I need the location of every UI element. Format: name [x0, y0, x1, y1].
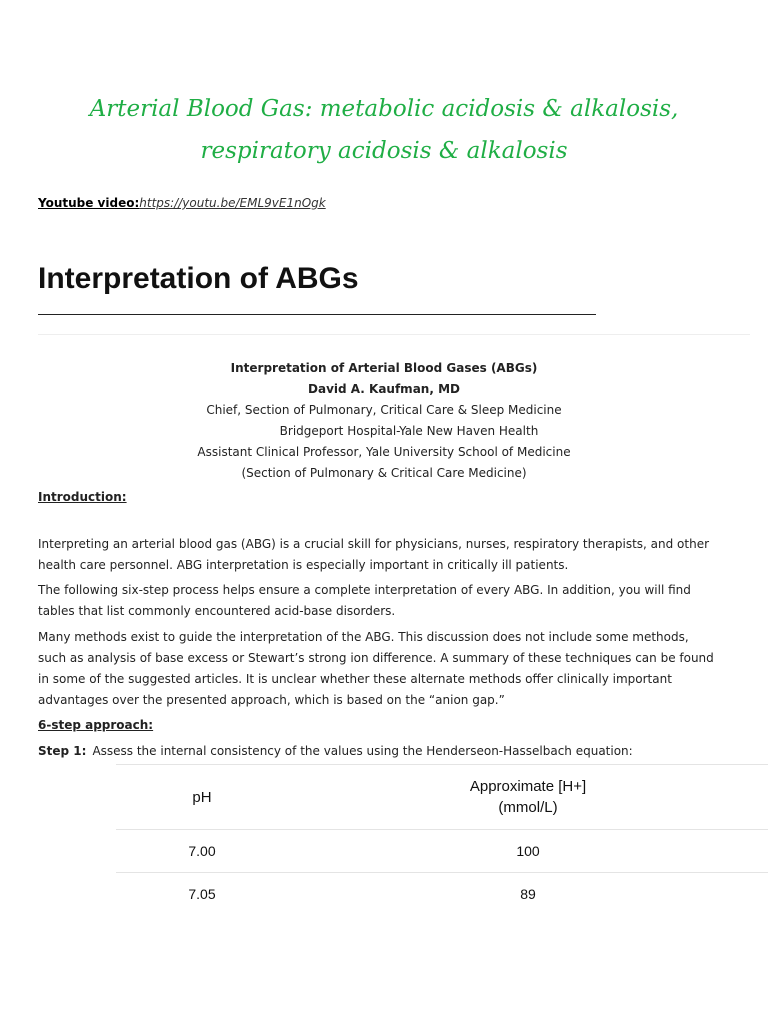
title-line-2: respiratory acidosis & alkalosis: [200, 138, 568, 164]
heading-underline: [38, 314, 596, 315]
divider: [38, 334, 750, 335]
youtube-line: [38, 196, 326, 210]
h-header-line-2: (mmol/L): [498, 799, 558, 816]
h-cell: 100: [288, 830, 768, 873]
author-block: [0, 358, 768, 484]
section-heading: Interpretation of ABGs: [38, 262, 359, 295]
h-header-line-1: Approximate [H+]: [469, 778, 587, 795]
h-column-header: [288, 765, 768, 830]
step-1-text: Assess the internal consistency of the values using the Henderseon-Hasselbach equation:: [92, 744, 633, 758]
youtube-label: Youtube video:: [38, 196, 140, 210]
ph-cell: 7.05: [116, 873, 288, 916]
ph-cell: 7.00: [116, 830, 288, 873]
author-name: David A. Kaufman, MD: [308, 382, 460, 396]
ph-column-header: pH: [116, 765, 288, 830]
step-1-label: Step 1:: [38, 744, 87, 758]
table-row: [116, 873, 768, 916]
intro-paragraph-2: The following six-step process helps ensure a complete interpretation of every ABG. In addition, you will find tables that list commonly encountered acid-base disorders.: [38, 583, 691, 618]
intro-paragraph-3: Many methods exist to guide the interpretation of the ABG. This discussion does not include some methods, such as analysis of base excess or Stewart’s strong ion difference. A summary of these techniques can be found in some of the suggested articles. It is unclear whether these alternate methods offer clinically important advantages over the presented approach, which is based on the “anion gap.”: [38, 630, 714, 707]
page-title: [0, 88, 768, 172]
introduction-heading: Introduction:: [38, 490, 127, 504]
author-role-3: Assistant Clinical Professor, Yale University School of Medicine: [197, 445, 571, 459]
intro-paragraph-1: Interpreting an arterial blood gas (ABG) is a crucial skill for physicians, nurses, respiratory therapists, and other health care personnel. ABG interpretation is especially important in critically ill patients.: [38, 537, 710, 572]
table-row: [116, 830, 768, 873]
h-cell: 89: [288, 873, 768, 916]
youtube-link[interactable]: https://youtu.be/EML9vE1nOgk: [139, 196, 326, 210]
approach-heading: 6-step approach:: [38, 718, 154, 732]
author-role-2: Bridgeport Hospital-Yale New Haven Health: [279, 424, 539, 438]
ph-hydrogen-table: [116, 764, 768, 915]
doc-title: Interpretation of Arterial Blood Gases (ABGs): [230, 361, 538, 375]
table-header-row: [116, 765, 768, 830]
title-line-1: Arterial Blood Gas: metabolic acidosis & alkalosis,: [89, 96, 679, 122]
author-role-4: (Section of Pulmonary & Critical Care Medicine): [241, 466, 527, 480]
author-role-1: Chief, Section of Pulmonary, Critical Care & Sleep Medicine: [206, 403, 562, 417]
step-1: [38, 744, 633, 758]
